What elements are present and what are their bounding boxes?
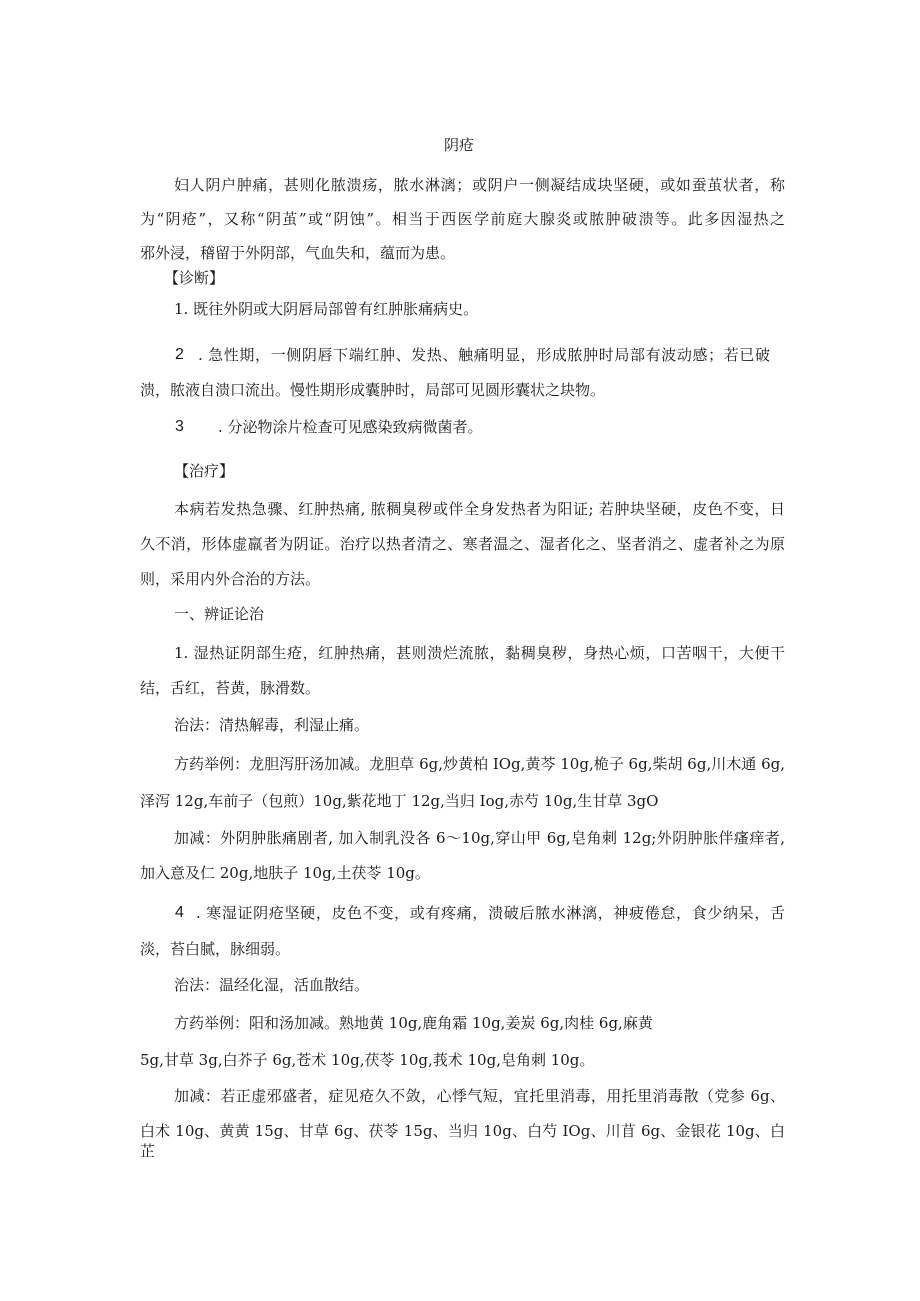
cold-damp-modify-line-1: 加减：若正虚邪盛者，症见疮久不敛，心悸气短，宜托里消毒，用托里消毒散（党参 6g、 — [174, 1087, 785, 1105]
treatment-heading: 【治疗】 — [174, 462, 235, 480]
diagnosis-item-3-text: . 分泌物涂片检查可见感染致病微菌者。 — [218, 418, 483, 436]
intro-line-1: 妇人阴户肿痛，甚则化脓溃疡，脓水淋漓；或阴户一侧凝结成块坚硬，或如蚕茧状者，称 — [174, 176, 785, 194]
damp-heat-modify-line-2: 加入意及仁 20g,地肤子 10g,土茯苓 10g。 — [140, 864, 430, 882]
intro-line-2: 为“阴疮”，又称“阴茧”或“阴蚀”。相当于西医学前庭大腺炎或脓肿破溃等。此多因湿热之 — [140, 210, 785, 228]
treatment-intro-line-2: 久不消，形体虚羸者为阴证。治疗以热者清之、寒者温之、湿者化之、坚者消之、虚者补之为原 — [140, 535, 785, 553]
cold-damp-formula-line-1: 方药举例：阳和汤加减。熟地黄 10g,鹿角霜 10g,姜炭 6g,肉桂 6g,麻黄 — [174, 1014, 653, 1032]
cold-damp-line-1: . 寒湿证阴疮坚硬，皮色不变，或有疼痛，溃破后脓水淋漓，神疲倦怠，食少纳呆，舌 — [196, 904, 785, 922]
diagnosis-item-1: 1. 既往外阴或大阴唇局部曾有红肿胀痛病史。 — [174, 300, 479, 318]
cold-damp-line-2: 淡，苔白腻，脉细弱。 — [140, 940, 291, 958]
cold-damp-number: 4 — [175, 904, 184, 921]
damp-heat-modify-line-1: 加减：外阴肿胀痛剧者, 加入制乳没各 6～10g,穿山甲 6g,皂角刺 12g;外阴肿胀伴瘙痒者, — [174, 829, 785, 847]
section-heading-syndrome-treatment: 一、辨证论治 — [174, 605, 265, 623]
cold-damp-formula-line-2: 5g,甘草 3g,白芥子 6g,苍术 10g,茯苓 10g,莪术 10g,皂角刺 10g。 — [140, 1051, 595, 1069]
damp-heat-line-2: 结，舌红，苔黄，脉滑数。 — [140, 679, 321, 697]
diagnosis-heading: 【诊断】 — [164, 269, 225, 287]
damp-heat-method: 治法：清热解毒，利湿止痛。 — [174, 716, 370, 734]
cold-damp-modify-line-2: 白术 10g、黄黄 15g、甘草 6g、茯苓 15g、当归 10g、白芍 IOg、川苜 6g、金银花 10g、白芷 — [140, 1122, 785, 1160]
intro-line-3: 邪外浸，稽留于外阴部，气血失和，蕴而为患。 — [140, 244, 456, 262]
damp-heat-line-1: 1. 湿热证阴部生疮，红肿热痛，甚则溃烂流脓，黏稠臭秽，身热心烦，口苦咽干，大便干 — [174, 644, 785, 662]
diagnosis-item-3-number: 3 — [175, 418, 184, 435]
page-title: 阴疮 — [444, 136, 475, 154]
damp-heat-formula-line-1: 方药举例：龙胆泻肝汤加减。龙胆草 6g,炒黄柏 IOg,黄芩 10g,桅子 6g,柴胡 6g,川木通 6g, — [174, 755, 785, 773]
cold-damp-method: 治法：温经化湿，活血散结。 — [174, 976, 370, 994]
diagnosis-item-2-line-2: 溃，脓液自溃口流出。慢性期形成囊肿时，局部可见圆形囊状之块物。 — [140, 381, 606, 399]
treatment-intro-line-1: 本病若发热急骤、红肿热痛, 脓稠臭秽或伴全身发热者为阳证; 若肿块坚硬，皮色不变，日 — [174, 500, 785, 518]
diagnosis-item-2-number: 2 — [175, 346, 184, 363]
damp-heat-formula-line-2: 泽泻 12g,车前子（包煎）10g,紫花地丁 12g,当归 Iog,赤芍 10g,生甘草 3gO — [140, 792, 659, 810]
treatment-intro-line-3: 则，采用内外合治的方法。 — [140, 570, 321, 588]
diagnosis-item-2-line-1: . 急性期，一侧阴唇下端红肿、发热、触痛明显，形成脓肿时局部有波动感；若已破 — [198, 346, 770, 364]
